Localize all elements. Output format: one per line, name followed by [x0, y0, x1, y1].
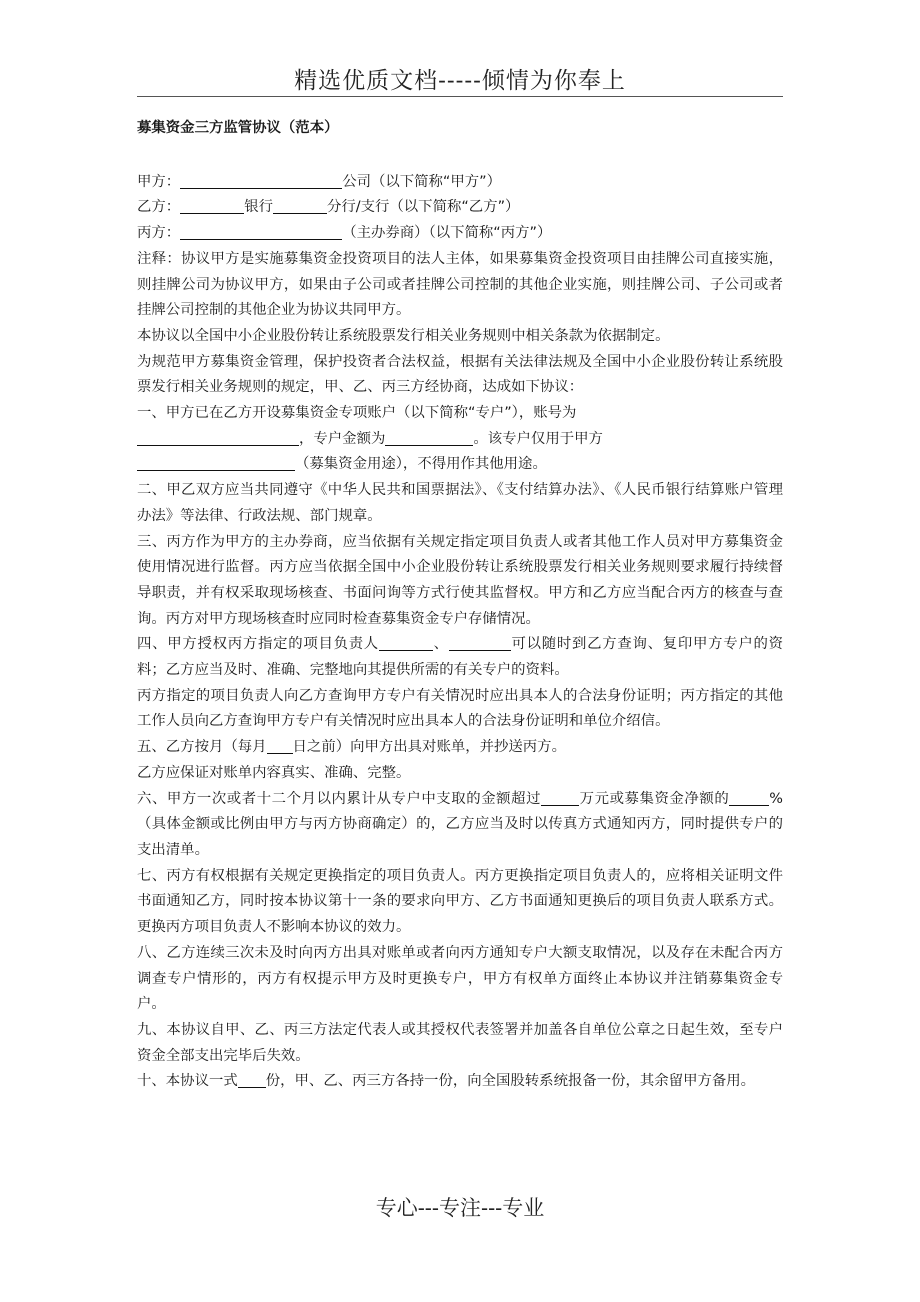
party-a-line: 甲方： 公司（以下简称“甲方”）: [137, 170, 783, 196]
clause-6: 六、甲方一次或者十二个月以内累计从专户中支取的金额超过 万元或募集资金净额的 %（具体金额或比例由甲方与丙方协商确定）的，乙方应当及时以传真方式通知丙方，同时提供专户的支出清单。: [137, 787, 783, 864]
amount-threshold-blank: [541, 788, 579, 806]
clause-3: 三、丙方作为甲方的主办券商，应当依据有关规定指定项目负责人或者其他工作人员对甲方募集资金使用情况进行监督。丙方应当依据全国中小企业股份转让系统股票发行相关业务规则要求履行持续督导职责，并有权采取现场核查、书面问询等方式行使其监督权。甲方和乙方应当配合丙方的核查与查询。丙方对甲方现场核查时应同时检查募集资金专户存储情况。: [137, 533, 783, 627]
party-b-line: 乙方： 银行 分行/支行（以下简称“乙方”）: [137, 195, 783, 221]
clause-2: 二、甲乙双方应当共同遵守《中华人民共和国票据法》、《支付结算办法》、《人民币银行结算账户管理办法》等法律、行政法规、部门规章。: [137, 482, 783, 524]
clause-7: 七、丙方有权根据有关规定更换指定的项目负责人。丙方更换指定项目负责人的，应将相关证明文件书面通知乙方，同时按本协议第十一条的要求向甲方、乙方书面通知更换后的项目负责人联系方式。更换丙方项目负责人不影响本协议的效力。: [137, 867, 783, 936]
clause-4b: 丙方指定的项目负责人向乙方查询甲方专户有关情况时应出具本人的合法身份证明；丙方指定的其他工作人员向乙方查询甲方专户有关情况时应出具本人的合法身份证明和单位介绍信。: [137, 687, 783, 730]
party-a-blank: [180, 171, 342, 189]
party-c-blank: [180, 222, 342, 240]
account-amount-blank: [385, 428, 473, 446]
clause-5: 五、乙方按月（每月 日之前）向甲方出具对账单，并抄送丙方。: [137, 735, 783, 761]
project-lead-2-blank: [449, 633, 511, 651]
party-c-line: 丙方： （主办券商）（以下简称“丙方”）: [137, 221, 783, 247]
statement-day-blank: [267, 736, 293, 754]
page-header-title: 精选优质文档-----倾情为你奉上: [294, 68, 626, 94]
document-body: [137, 116, 783, 1095]
copies-blank: [238, 1070, 266, 1088]
clause-5b: 乙方应保证对账单内容真实、准确、完整。: [137, 764, 411, 781]
percent-threshold-blank: [729, 788, 769, 806]
clause-1: 一、甲方已在乙方开设募集资金专项账户（以下简称“专户”），账号为 ，专户金额为 。该专户仅用于甲方 （募集资金用途），不得用作其他用途。: [137, 405, 603, 473]
preamble-paragraph: 为规范甲方募集资金管理，保护投资者合法权益，根据有关法律法规及全国中小企业股份转让系统股票发行相关业务规则的规定，甲、乙、丙三方经协商，达成如下协议：: [137, 353, 783, 396]
header-divider: [137, 96, 783, 97]
clause-9: 九、本协议自甲、乙、丙三方法定代表人或其授权代表签署并加盖各自单位公章之日起生效，至专户资金全部支出完毕后失效。: [137, 1021, 783, 1064]
party-b-bank-blank: [180, 196, 244, 214]
clause-8: 八、乙方连续三次未及时向丙方出具对账单或者向丙方通知专户大额支取情况，以及存在未配合丙方调查专户情形的，丙方有权提示甲方及时更换专户，甲方有权单方面终止本协议并注销募集资金专户。: [137, 944, 783, 1013]
basis-paragraph: 本协议以全国中小企业股份转让系统股票发行相关业务规则中相关条款为依据制定。: [137, 327, 670, 344]
account-number-blank: [137, 428, 299, 446]
page-footer: 专心---专注---专业: [375, 1196, 545, 1220]
note-paragraph: 注释：协议甲方是实施募集资金投资项目的法人主体，如果募集资金投资项目由挂牌公司直接实施，则挂牌公司为协议甲方，如果由子公司或者挂牌公司控制的其他企业实施，则挂牌公司、子公司或者挂牌公司控制的其他企业为协议共同甲方。: [137, 250, 783, 319]
project-lead-1-blank: [379, 633, 433, 651]
clause-4: 四、甲方授权丙方指定的项目负责人 、 可以随时到乙方查询、复印甲方专户的资料；乙方应当及时、准确、完整地向其提供所需的有关专户的资料。: [137, 632, 783, 683]
clause-10: 十、本协议一式 份，甲、乙、丙三方各持一份，向全国股转系统报备一份，其余留甲方备用。: [137, 1069, 783, 1095]
document-title: 募集资金三方监管协议（范本）: [137, 120, 339, 136]
fund-purpose-blank: [137, 453, 295, 471]
party-b-branch-blank: [273, 196, 327, 214]
